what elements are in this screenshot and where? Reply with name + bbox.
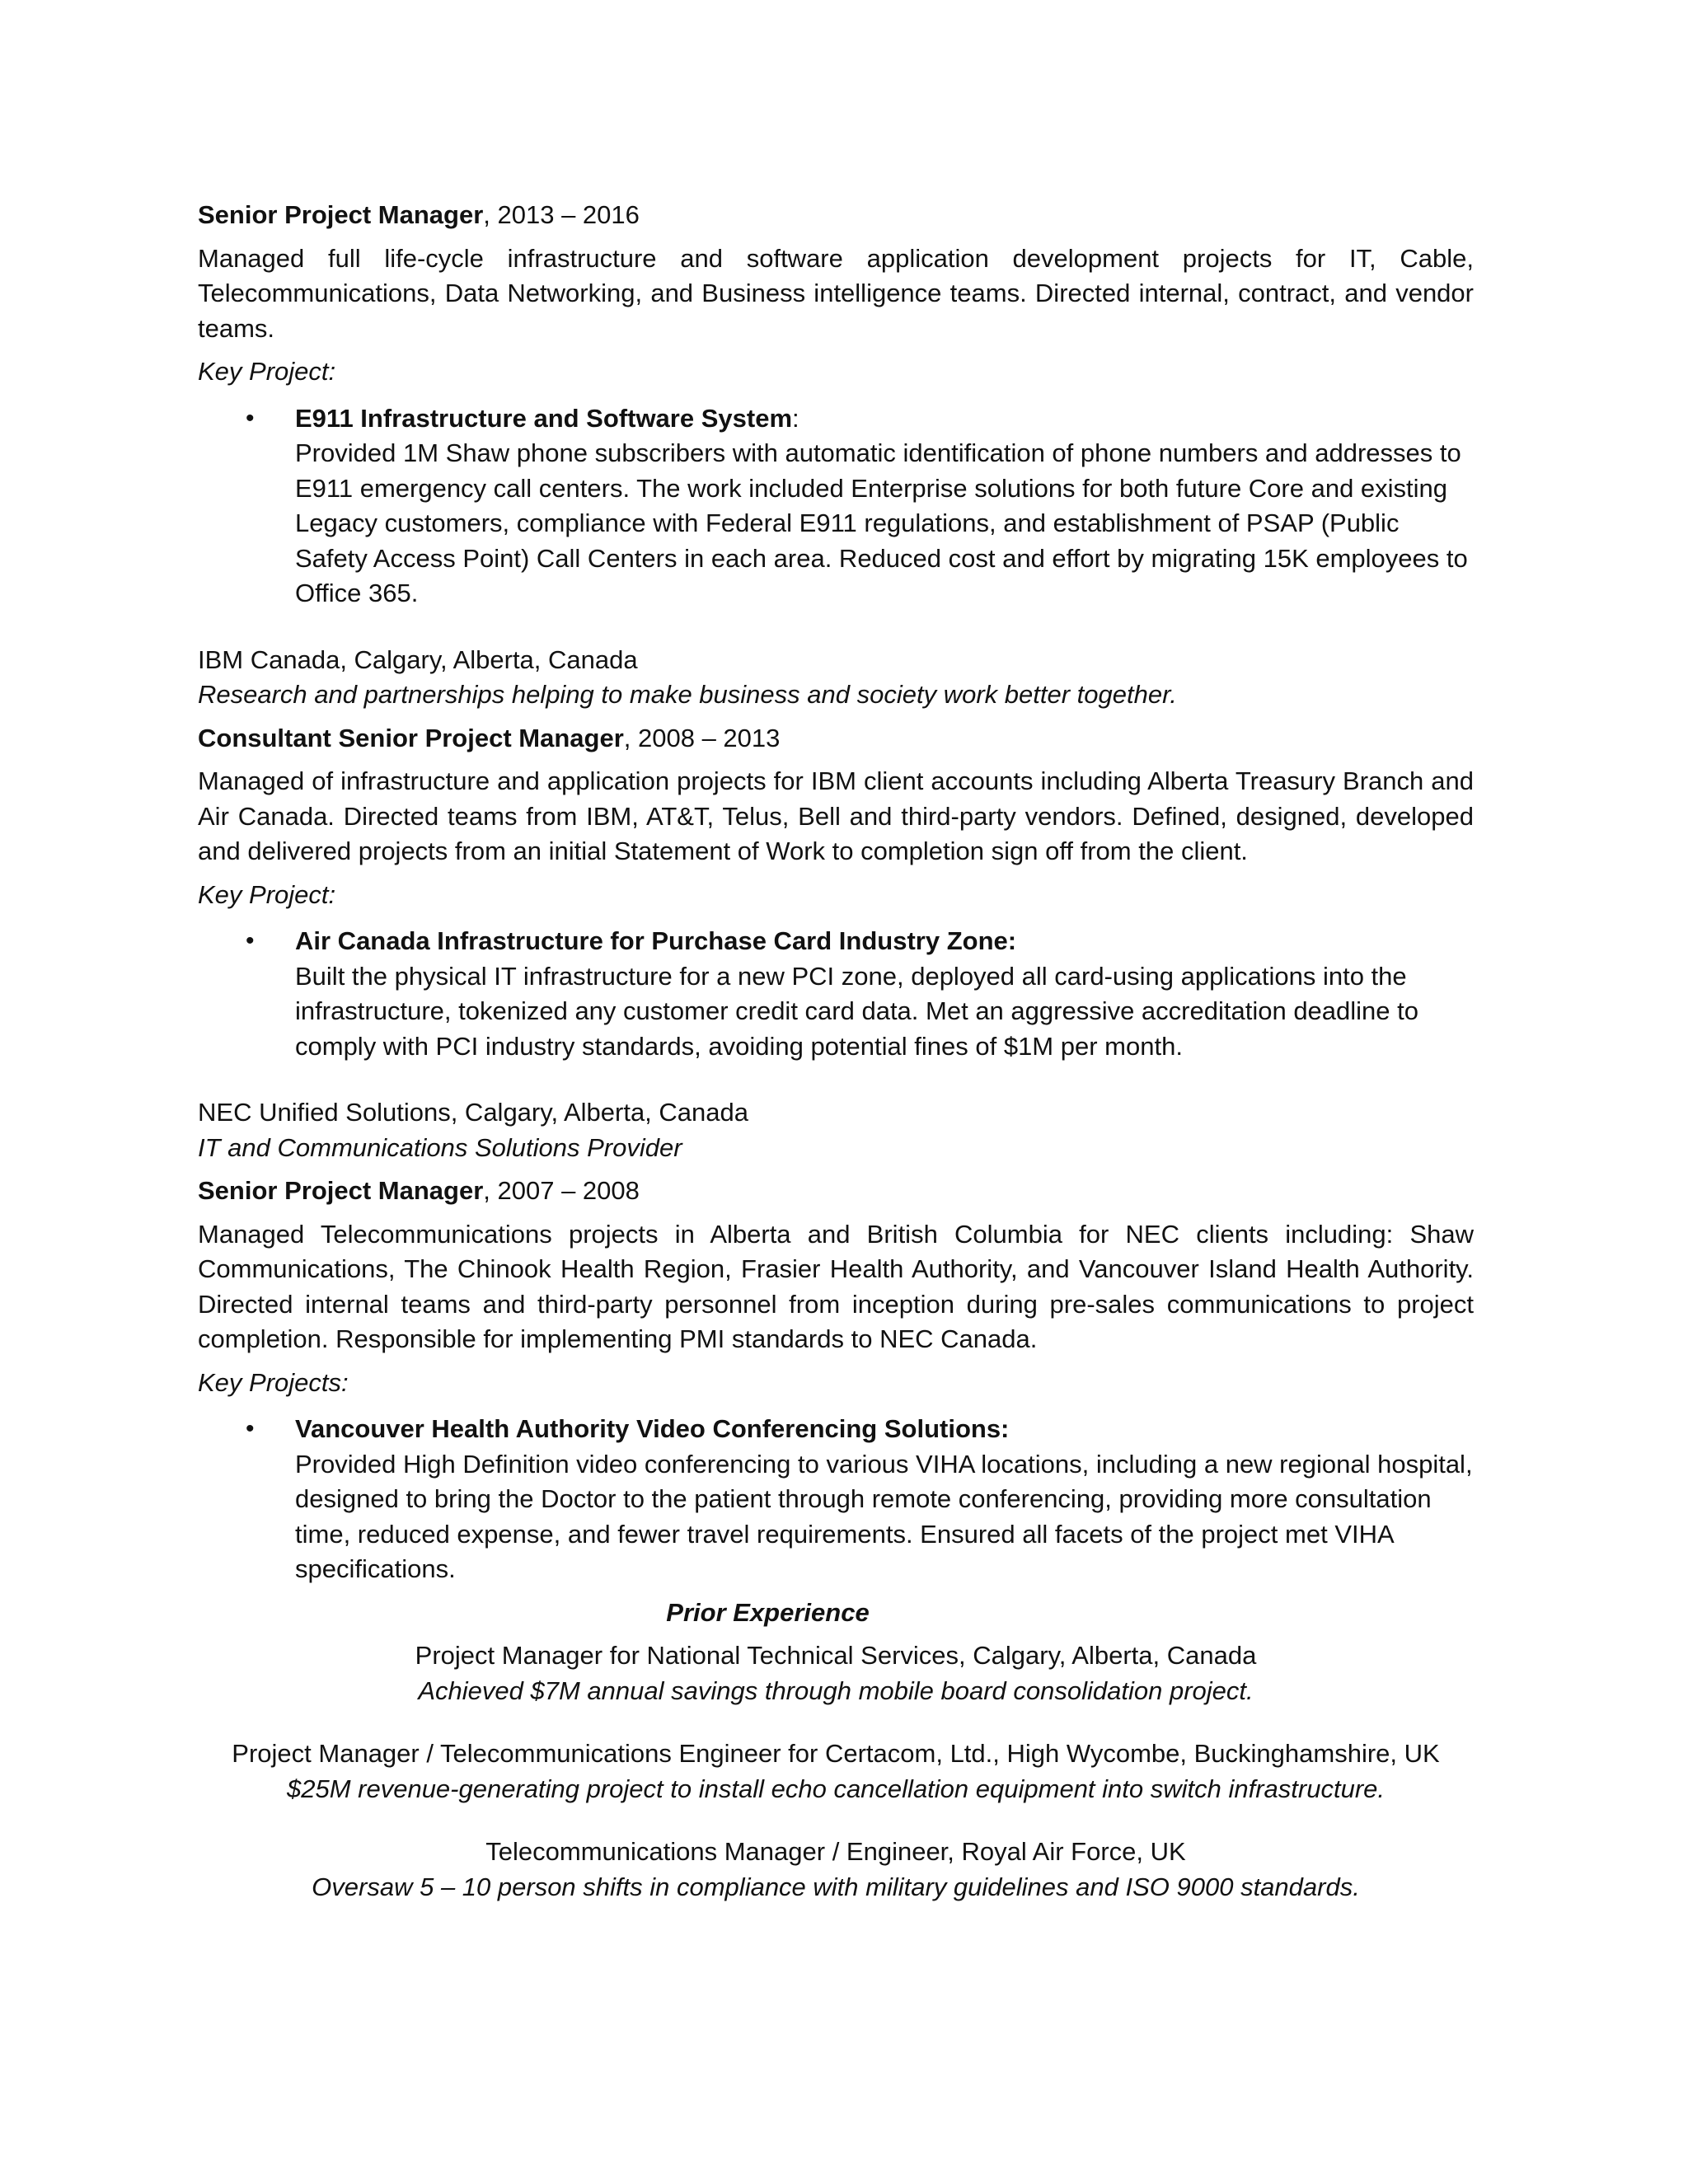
prior-experience	[198, 1596, 1474, 1905]
job-role: Consultant Senior Project Manager	[198, 723, 624, 752]
job-role: Senior Project Manager	[198, 200, 484, 229]
job-description: Managed of infrastructure and application projects for IBM client accounts including Alberta Treasury Branch and Air Canada. Directed teams from IBM, AT&T, Telus, Bell and third-party vendors. Defined, designed, developed and delivered projects from an initial Statement of Work to completion sign off from the client.	[198, 766, 1474, 865]
job-title-line	[198, 198, 1474, 233]
company-tagline: Research and partnerships helping to make business and society work better together.	[198, 680, 1177, 709]
project-description: Built the physical IT infrastructure for a new PCI zone, deployed all card-using applications into the infrastructure, tokenized any customer credit card data. Met an aggressive accreditation deadline to comply with PCI industry standards, avoiding potential fines of $1M per month.	[295, 961, 1419, 1061]
job-description: Managed Telecommunications projects in Alberta and British Columbia for NEC clients including: Shaw Communications, The Chinook Health Region, Frasier Health Authority, and Vancouver Island Health Authority. Directed internal teams and third-party personnel from inception during pre-sales communications to project completion. Responsible for implementing PMI standards to NEC Canada.	[198, 1219, 1474, 1353]
project-description: Provided 1M Shaw phone subscribers with automatic identification of phone numbers and addresses to E911 emergency call centers. The work included Enterprise solutions for both future Core and existing Legacy customers, compliance with Federal E911 regulations, and establishment of PSAP (Public Safety Access Point) Call Centers in each area. Reduced cost and effort by migrating 15K employees to Office 365.	[295, 438, 1468, 607]
key-project-label: Key Project:	[198, 357, 336, 386]
bullet-icon: •	[246, 404, 255, 432]
prior-item-achievement: Oversaw 5 – 10 person shifts in compliance with military guidelines and ISO 9000 standards.	[312, 1872, 1360, 1901]
prior-item-achievement: $25M revenue-generating project to install echo cancellation equipment into switch infrastructure.	[286, 1774, 1386, 1803]
job-title-line	[198, 1174, 1474, 1209]
job-dates: , 2008 – 2013	[623, 723, 781, 752]
resume-page	[198, 198, 1474, 1933]
project-title-colon: :	[792, 403, 799, 433]
key-project-item	[198, 1412, 1474, 1587]
company-line: NEC Unified Solutions, Calgary, Alberta, Canada	[198, 1098, 748, 1127]
project-title: Vancouver Health Authority Video Conferencing Solutions:	[295, 1414, 1010, 1443]
key-project-label: Key Projects:	[198, 1367, 349, 1397]
job-dates: , 2007 – 2008	[483, 1176, 640, 1205]
job-ibm	[198, 643, 1474, 1065]
bullet-icon: •	[246, 927, 255, 954]
prior-item-title: Telecommunications Manager / Engineer, Royal Air Force, UK	[485, 1837, 1186, 1866]
job-title-line	[198, 721, 1474, 757]
key-project-item	[198, 401, 1474, 612]
prior-item	[198, 1835, 1474, 1905]
company-tagline: IT and Communications Solutions Provider	[198, 1132, 682, 1162]
job-dates: , 2013 – 2016	[483, 200, 640, 229]
project-description: Provided High Definition video conferencing to various VIHA locations, including a new regional hospital, designed to bring the Doctor to the patient through remote conferencing, providing more consultation time, reduced expense, and fewer travel requirements. Ensured all facets of the project met VIHA specifications.	[295, 1449, 1473, 1583]
project-title: E911 Infrastructure and Software System	[295, 403, 793, 433]
job-nec	[198, 1095, 1474, 1587]
key-project-item	[198, 924, 1474, 1064]
prior-item-title: Project Manager for National Technical Services, Calgary, Alberta, Canada	[415, 1641, 1257, 1670]
prior-experience-heading: Prior Experience	[666, 1597, 870, 1627]
prior-item-title: Project Manager / Telecommunications Engineer for Certacom, Ltd., High Wycombe, Buckinghamshire, UK	[232, 1739, 1440, 1768]
key-project-label: Key Project:	[198, 879, 336, 909]
bullet-icon: •	[246, 1415, 255, 1442]
prior-item-achievement: Achieved $7M annual savings through mobile board consolidation project.	[418, 1675, 1254, 1705]
job-shaw	[198, 198, 1474, 612]
project-title: Air Canada Infrastructure for Purchase Card Industry Zone:	[295, 926, 1017, 955]
prior-item	[198, 1638, 1474, 1708]
job-role: Senior Project Manager	[198, 1176, 484, 1205]
company-line: IBM Canada, Calgary, Alberta, Canada	[198, 644, 638, 674]
job-description: Managed full life-cycle infrastructure and software application development projects for IT, Cable, Telecommunications, Data Networking, and Business intelligence teams. Directed internal, contract, and vendor teams.	[198, 243, 1474, 343]
prior-item	[198, 1736, 1474, 1807]
